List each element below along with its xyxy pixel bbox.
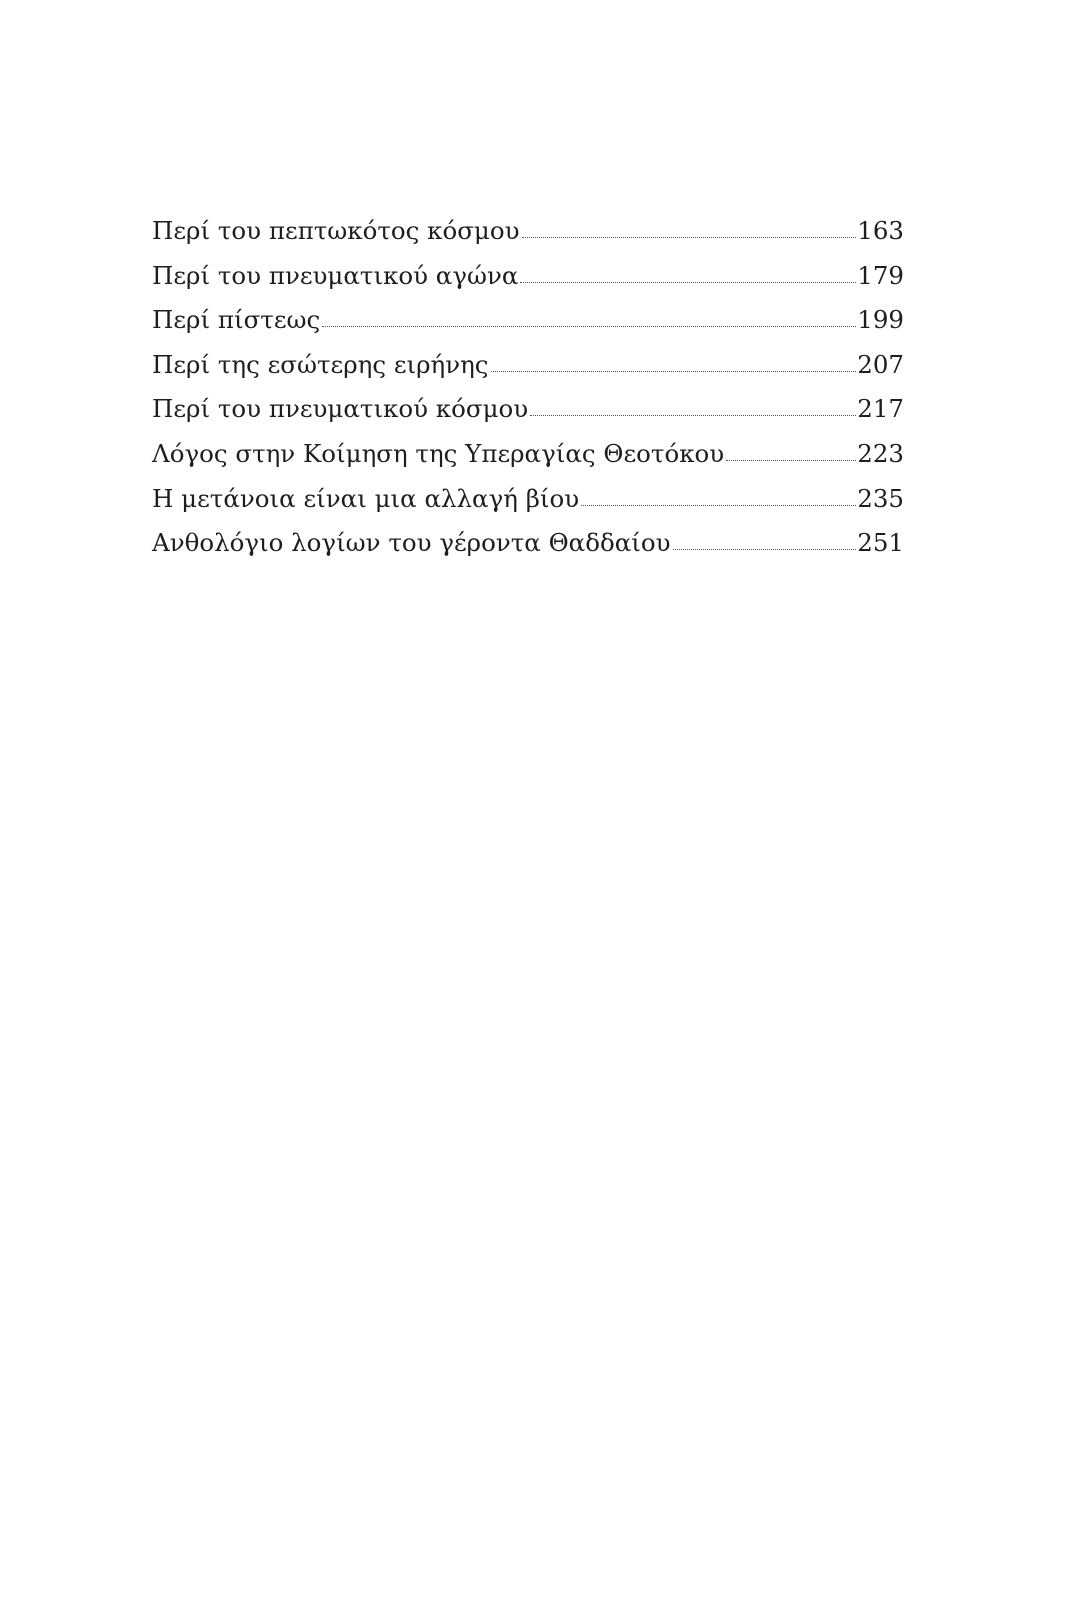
toc-entry-title: Ανθολόγιο λογίων του γέροντα Θαδδαίου bbox=[152, 528, 671, 558]
toc-entry-page: 163 bbox=[857, 216, 904, 245]
table-of-contents bbox=[152, 216, 904, 573]
toc-entry bbox=[152, 439, 904, 484]
toc-dot-leader bbox=[581, 505, 856, 506]
toc-entry bbox=[152, 528, 904, 573]
toc-dot-leader bbox=[520, 282, 856, 283]
toc-entry-page: 217 bbox=[857, 394, 904, 424]
toc-dot-leader bbox=[322, 326, 856, 327]
toc-entry-page: 207 bbox=[857, 349, 904, 379]
toc-entry-title: Λόγος στην Κοίμηση της Υπεραγίας Θεοτόκου bbox=[152, 438, 725, 468]
toc-entry-title: Περί του πνευματικού κόσμου bbox=[152, 394, 529, 424]
toc-entry-page: 199 bbox=[857, 305, 904, 335]
toc-entry bbox=[152, 484, 904, 529]
toc-dot-leader bbox=[530, 415, 856, 416]
toc-entry-page: 179 bbox=[857, 260, 904, 290]
toc-dot-leader bbox=[726, 460, 856, 461]
toc-entry-title: Περί της εσώτερης ειρήνης bbox=[152, 349, 489, 379]
toc-entry-title: Περί πίστεως bbox=[152, 305, 321, 335]
toc-entry-title: Περί του πνευματικού αγώνα bbox=[152, 260, 519, 290]
toc-entry bbox=[152, 350, 904, 395]
toc-entry-page: 235 bbox=[857, 483, 904, 513]
toc-entry-title: Η μετάνοια είναι μια αλλαγή βίου bbox=[152, 483, 580, 513]
toc-entry bbox=[152, 305, 904, 350]
toc-entry-page: 251 bbox=[857, 528, 904, 558]
toc-entry bbox=[152, 216, 904, 261]
toc-entry bbox=[152, 261, 904, 306]
toc-dot-leader bbox=[673, 549, 857, 550]
toc-entry-page: 223 bbox=[857, 438, 904, 468]
toc-dot-leader bbox=[491, 371, 857, 372]
toc-dot-leader bbox=[522, 237, 857, 238]
toc-entry bbox=[152, 394, 904, 439]
toc-entry-title: Περί του πεπτωκότος κόσμου bbox=[152, 216, 520, 245]
